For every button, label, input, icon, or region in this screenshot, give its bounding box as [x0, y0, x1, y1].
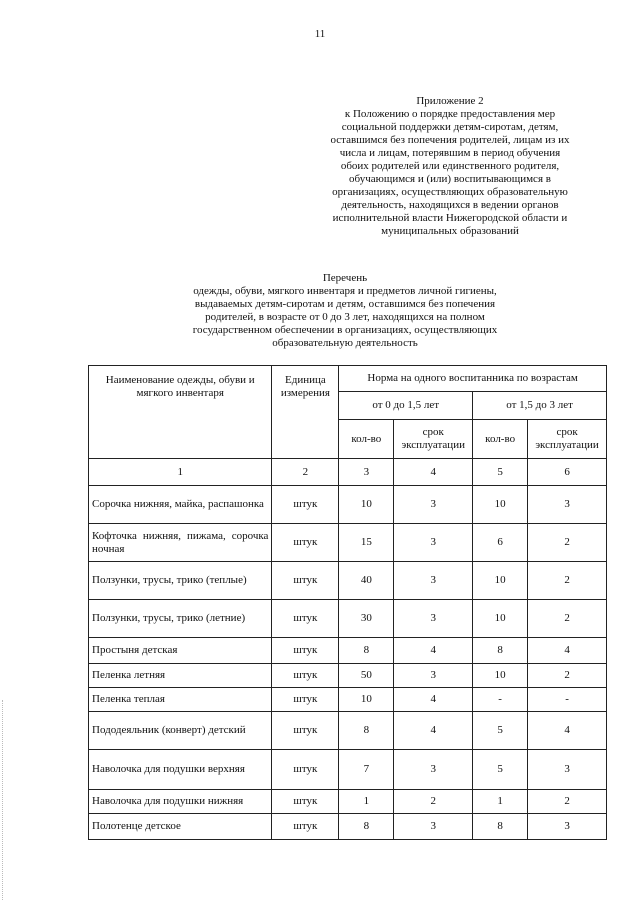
column-number: 3	[339, 459, 394, 486]
scan-margin-dots	[2, 700, 4, 900]
list-title-line: образовательную деятельность	[272, 337, 418, 349]
list-title	[140, 272, 550, 350]
header-term-1: срок эксплуатации	[394, 420, 473, 459]
qty-1-5-3-cell: -	[473, 688, 528, 712]
appendix-line: оставшимся без попечения родителей, лицам из их	[330, 134, 570, 146]
qty-0-1-5-cell: 30	[339, 600, 394, 638]
table-row	[89, 664, 607, 688]
table-row	[89, 562, 607, 600]
term-0-1-5-cell: 3	[394, 524, 473, 562]
term-0-1-5-cell: 3	[394, 664, 473, 688]
appendix-line: обучающимся и (или) воспитывающимся в	[349, 173, 551, 185]
appendix-line: обоих родителей или единственного родителя,	[340, 160, 560, 172]
term-1-5-3-cell: 2	[528, 664, 607, 688]
qty-1-5-3-cell: 10	[473, 600, 528, 638]
qty-0-1-5-cell: 8	[339, 814, 394, 840]
table-row	[89, 712, 607, 750]
header-name: Наименование одежды, обуви и мягкого инвентаря	[89, 366, 272, 459]
qty-1-5-3-cell: 10	[473, 664, 528, 688]
header-term-2: срок эксплуатации	[528, 420, 607, 459]
term-1-5-3-cell: 2	[528, 790, 607, 814]
term-1-5-3-cell: 2	[528, 524, 607, 562]
header-age-0-1-5: от 0 до 1,5 лет	[339, 392, 473, 420]
item-name-cell: Полотенце детское	[89, 814, 272, 840]
appendix-line: социальной поддержки детям-сиротам, детям,	[341, 121, 559, 133]
qty-0-1-5-cell: 8	[339, 638, 394, 664]
table-row	[89, 688, 607, 712]
appendix-line: деятельность, находящихся в ведении органов	[341, 199, 559, 211]
column-number: 6	[528, 459, 607, 486]
qty-1-5-3-cell: 10	[473, 562, 528, 600]
unit-cell: штук	[272, 750, 339, 790]
appendix-line: организациях, осуществляющих образовательную	[332, 186, 568, 198]
qty-1-5-3-cell: 8	[473, 638, 528, 664]
column-number: 2	[272, 459, 339, 486]
header-qty-2: кол-во	[473, 420, 528, 459]
unit-cell: штук	[272, 688, 339, 712]
term-1-5-3-cell: 3	[528, 486, 607, 524]
item-name-cell: Пододеяльник (конверт) детский	[89, 712, 272, 750]
unit-cell: штук	[272, 790, 339, 814]
term-0-1-5-cell: 3	[394, 814, 473, 840]
term-1-5-3-cell: 2	[528, 600, 607, 638]
term-0-1-5-cell: 2	[394, 790, 473, 814]
item-name-cell: Ползунки, трусы, трико (теплые)	[89, 562, 272, 600]
table-row	[89, 790, 607, 814]
item-name-cell: Простыня детская	[89, 638, 272, 664]
term-0-1-5-cell: 4	[394, 638, 473, 664]
appendix-header	[300, 95, 600, 238]
list-title-line: одежды, обуви, мягкого инвентаря и предметов личной гигиены,	[193, 285, 497, 297]
unit-cell: штук	[272, 524, 339, 562]
term-0-1-5-cell: 4	[394, 688, 473, 712]
unit-cell: штук	[272, 664, 339, 688]
term-0-1-5-cell: 3	[394, 562, 473, 600]
qty-0-1-5-cell: 10	[339, 688, 394, 712]
qty-1-5-3-cell: 1	[473, 790, 528, 814]
header-qty-1: кол-во	[339, 420, 394, 459]
list-title-line: родителей, в возрасте от 0 до 3 лет, находящихся на полном	[205, 311, 485, 323]
qty-1-5-3-cell: 5	[473, 750, 528, 790]
list-title-line: государственном обеспечении в организациях, осуществляющих	[192, 324, 498, 336]
item-name-cell: Кофточка нижняя, пижама, сорочка ночная	[89, 524, 272, 562]
list-title-line: выдаваемых детям-сиротам и детям, оставшимся без попечения	[194, 298, 496, 310]
appendix-line: Приложение 2	[416, 95, 484, 107]
item-name-cell: Наволочка для подушки верхняя	[89, 750, 272, 790]
norms-table	[88, 365, 607, 840]
qty-1-5-3-cell: 5	[473, 712, 528, 750]
header-norm: Норма на одного воспитанника по возрастам	[339, 366, 607, 392]
qty-0-1-5-cell: 40	[339, 562, 394, 600]
unit-cell: штук	[272, 638, 339, 664]
term-1-5-3-cell: 4	[528, 638, 607, 664]
qty-0-1-5-cell: 1	[339, 790, 394, 814]
unit-cell: штук	[272, 712, 339, 750]
table-row	[89, 600, 607, 638]
unit-cell: штук	[272, 600, 339, 638]
item-name-cell: Наволочка для подушки нижняя	[89, 790, 272, 814]
column-number: 1	[89, 459, 272, 486]
column-numbers-row	[89, 459, 607, 486]
appendix-line: муниципальных образований	[381, 225, 519, 237]
qty-1-5-3-cell: 6	[473, 524, 528, 562]
column-number: 4	[394, 459, 473, 486]
qty-0-1-5-cell: 50	[339, 664, 394, 688]
term-1-5-3-cell: 3	[528, 814, 607, 840]
unit-cell: штук	[272, 562, 339, 600]
item-name-cell: Ползунки, трусы, трико (летние)	[89, 600, 272, 638]
qty-0-1-5-cell: 7	[339, 750, 394, 790]
page-number: 11	[314, 28, 326, 40]
appendix-line: исполнительной власти Нижегородской области и	[332, 212, 568, 224]
table-row	[89, 750, 607, 790]
table-row	[89, 486, 607, 524]
table-row	[89, 814, 607, 840]
term-1-5-3-cell: 4	[528, 712, 607, 750]
item-name-cell: Пеленка теплая	[89, 688, 272, 712]
header-unit: Единица измерения	[272, 366, 339, 459]
term-1-5-3-cell: -	[528, 688, 607, 712]
term-1-5-3-cell: 2	[528, 562, 607, 600]
appendix-line: числа и лицам, потерявшим в период обучения	[339, 147, 561, 159]
item-name-cell: Сорочка нижняя, майка, распашонка	[89, 486, 272, 524]
item-name-cell: Пеленка летняя	[89, 664, 272, 688]
unit-cell: штук	[272, 486, 339, 524]
header-age-1-5-3: от 1,5 до 3 лет	[473, 392, 607, 420]
term-0-1-5-cell: 3	[394, 600, 473, 638]
qty-1-5-3-cell: 10	[473, 486, 528, 524]
qty-0-1-5-cell: 10	[339, 486, 394, 524]
term-1-5-3-cell: 3	[528, 750, 607, 790]
qty-1-5-3-cell: 8	[473, 814, 528, 840]
qty-0-1-5-cell: 8	[339, 712, 394, 750]
unit-cell: штук	[272, 814, 339, 840]
table-row	[89, 638, 607, 664]
term-0-1-5-cell: 3	[394, 750, 473, 790]
column-number: 5	[473, 459, 528, 486]
list-title-heading: Перечень	[322, 272, 368, 284]
term-0-1-5-cell: 3	[394, 486, 473, 524]
term-0-1-5-cell: 4	[394, 712, 473, 750]
table-row	[89, 524, 607, 562]
appendix-line: к Положению о порядке предоставления мер	[344, 108, 556, 120]
qty-0-1-5-cell: 15	[339, 524, 394, 562]
